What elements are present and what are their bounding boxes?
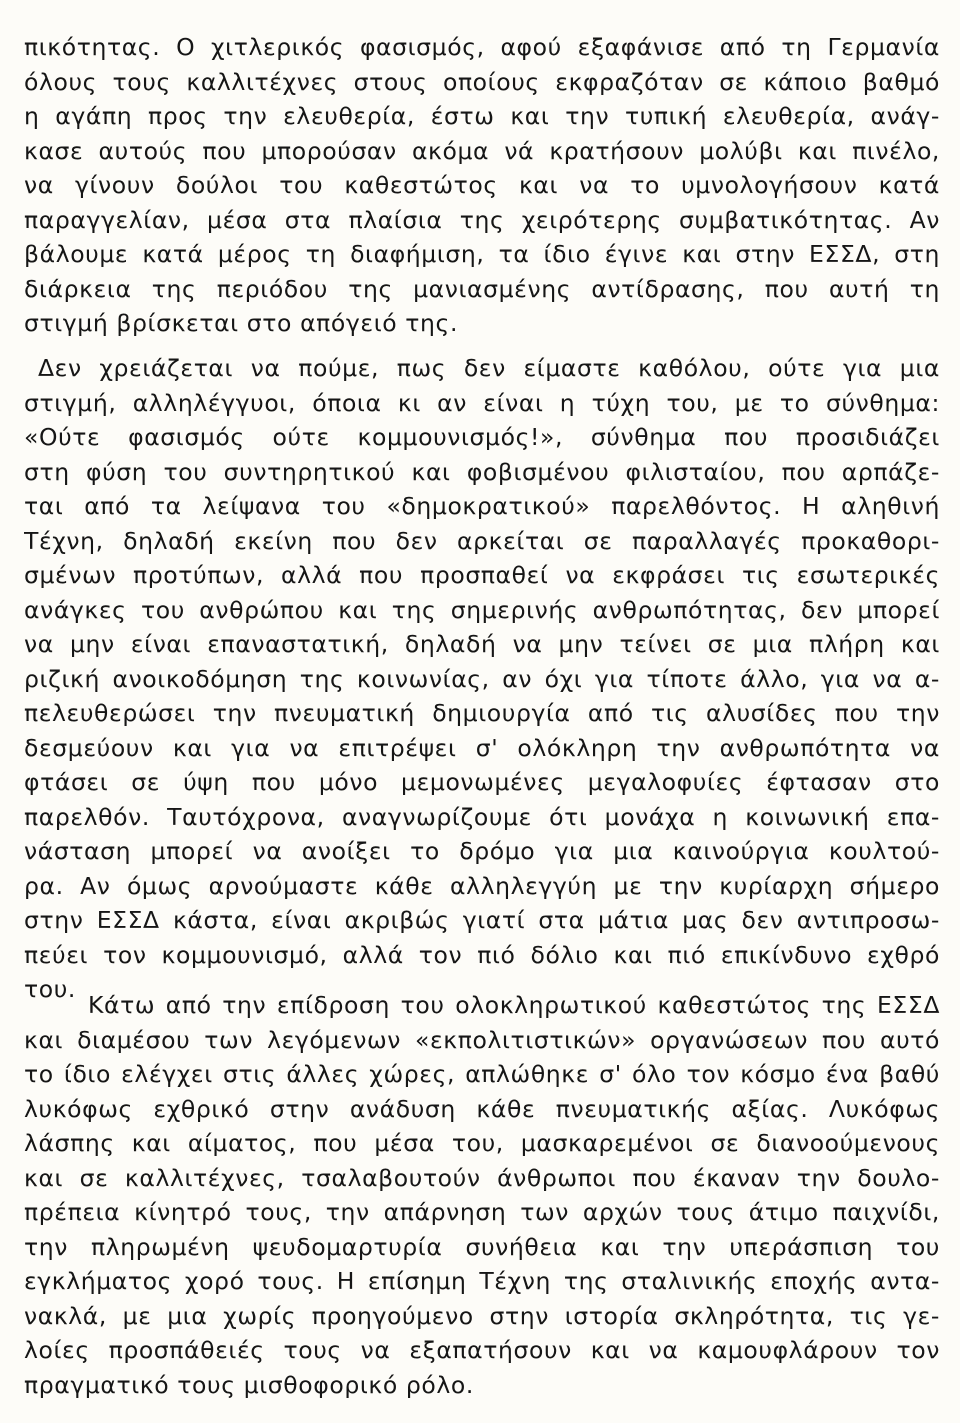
text-line: πραγματικό τους μισθοφορικό ρόλο. <box>24 1370 474 1399</box>
text-line: ρα. Αν όμως αρνούμαστε κάθε αλληλεγγύη με την κυρίαρχη σήμερο <box>24 871 940 900</box>
text-line: στιγμή βρίσκεται στο απόγειό της. <box>24 309 459 337</box>
text-line: πελευθερώσει την πνευματική δημιουργία από τις αλυσίδες που την <box>24 699 940 727</box>
text-line: το ίδιο ελέγχει στις άλλες χώρες, απλώθηκε σ' όλο τον κόσμο ένα βαθύ <box>24 1060 940 1088</box>
paragraph-1 <box>24 30 940 341</box>
text-line: νακλά, με μια χωρίς προηγούμενο στην ιστορία σκληρότητα, τις γε- <box>24 1301 940 1330</box>
text-line: λοίες προσπάθειές τους να εξαπατήσουν και να καμουφλάρουν τον <box>24 1336 940 1364</box>
text-line: στην ΕΣΣΔ κάστα, είναι ακριβώς γιατί στα μάτια μας δεν αντιπροσω- <box>24 906 940 934</box>
text-line: λάσπης και αίματος, που μέσα του, μασκαρεμένοι σε διανοούμενους <box>24 1129 940 1157</box>
text-line: ριζική ανοικοδόμηση της κοινωνίας, αν όχι για τίποτε άλλο, για να α- <box>24 664 940 693</box>
text-line: δεσμεύουν και για να επιτρέψει σ' ολόκληρη την ανθρωπότητα να <box>24 733 940 762</box>
text-line: βάλουμε κατά μέρος τη διαφήμιση, τα ίδιο έγινε και στην ΕΣΣΔ, στη <box>24 240 940 268</box>
text-line: την πληρωμένη ψευδομαρτυρία συνήθεια και την υπεράσπιση του <box>24 1232 940 1261</box>
text-line: στη φύση του συντηρητικού και φοβισμένου φιλισταίου, που αρπάζε- <box>24 457 940 486</box>
text-line: πικότητας. Ο χιτλερικός φασισμός, αφού εξαφάνισε από τη Γερμανία <box>24 33 940 61</box>
text-line: λυκόφως εχθρικό στην ανάδυση κάθε πνευματικής αξίας. Λυκόφως <box>24 1094 940 1123</box>
paragraph-3 <box>24 988 940 1402</box>
text-line: στιγμή, αλληλέγγυοι, όποια κι αν είναι η τύχη του, με το σύνθημα: <box>24 388 940 417</box>
text-line: διάρκεια της περιόδου της μανιασμένης αντίδρασης, που αυτή τη <box>24 274 940 303</box>
text-line: και διαμέσου των λεγόμενων «εκπολιτιστικών» οργανώσεων που αυτό <box>24 1025 940 1054</box>
text-line: «Ούτε φασισμός ούτε κομμουνισμός!», σύνθημα που προσιδιάζει <box>24 423 940 451</box>
text-line: ται από τα λείψανα του «δημοκρατικού» παρελθόντος. Η αληθινή <box>24 492 940 520</box>
text-line: κασε αυτούς που μπορούσαν ακόμα νά κρατήσουν μολύβι και πινέλο, <box>24 136 940 165</box>
text-line: να μην είναι επαναστατική, δηλαδή να μην τείνει σε μια πλήρη και <box>24 630 940 658</box>
text-line: εγκλήματος χορό τους. Η επίσημη Τέχνη της σταλινικής εποχής αντα- <box>24 1267 940 1295</box>
text-line: ανάγκες του ανθρώπου και της σημερινής ανθρωπότητας, δεν μπορεί <box>24 595 940 624</box>
text-line: σμένων προτύπων, αλλά που προσπαθεί να εκφράσει τις εσωτερικές <box>24 561 940 589</box>
text-line: πρέπεια κίνητρό τους, την απάρνηση των αρχών τους άτιμο παιχνίδι, <box>24 1198 940 1226</box>
text-line: πεύει τον κομμουνισμό, αλλά τον πιό δόλιο και πιό επικίνδυνο εχθρό <box>24 940 940 969</box>
text-line: παρελθόν. Ταυτόχρονα, αναγνωρίζουμε ότι μονάχα η κοινωνική επα- <box>24 802 940 831</box>
text-line: Τέχνη, δηλαδή εκείνη που δεν αρκείται σε παραλλαγές προκαθορι- <box>24 526 940 555</box>
text-line: παραγγελίαν, μέσα στα πλαίσια της χειρότερης συμβατικότητας. Αν <box>24 205 940 234</box>
text-line: και σε καλλιτέχνες, τσαλαβουτούν άνθρωποι που έκαναν την δουλο- <box>24 1163 940 1192</box>
paragraph-2 <box>24 351 940 1007</box>
text-line: του. <box>24 975 76 1003</box>
text-line: να γίνουν δούλοι του καθεστώτος και να το υμνολογήσουν κατά <box>24 171 940 199</box>
text-line: όλους τους καλλιτέχνες στους οποίους εκφραζόταν σε κάποιο βαθμό <box>24 67 940 96</box>
text-line: η αγάπη προς την ελευθερία, έστω και την τυπική ελευθερία, ανάγ- <box>24 102 940 130</box>
text-line: Δεν χρειάζεται να πούμε, πως δεν είμαστε καθόλου, ούτε για μια <box>38 354 940 382</box>
text-line: Κάτω από την επίδροση του ολοκληρωτικού καθεστώτος της ΕΣΣΔ <box>88 991 940 1019</box>
text-line: φτάσει σε ύψη που μόνο μεμονωμένες μεγαλοφυίες έφτασαν στο <box>24 768 940 796</box>
text-line: νάσταση μπορεί να ανοίξει το δρόμο για μια καινούργια κουλτού- <box>24 837 940 865</box>
